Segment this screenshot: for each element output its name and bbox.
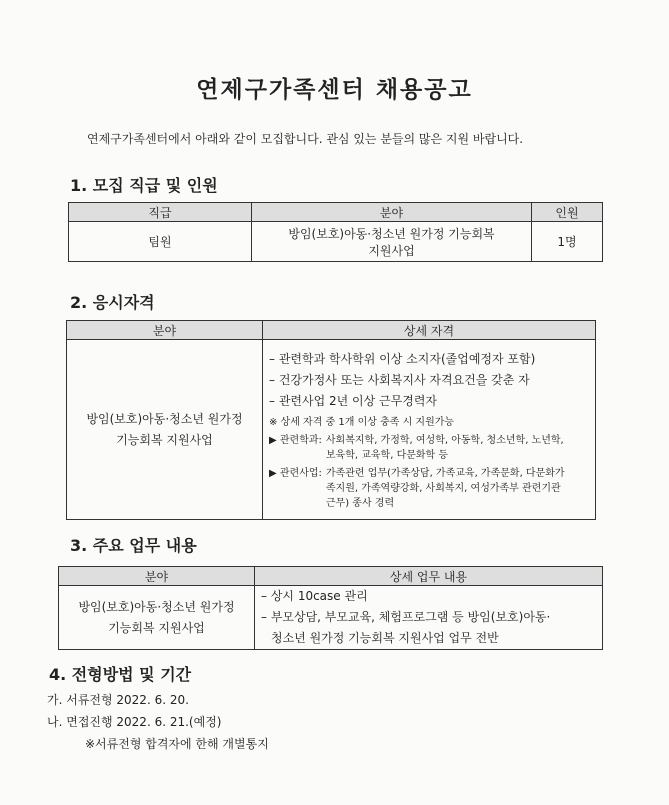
- header-detail: 상세 업무 내용: [255, 567, 603, 586]
- related-work-line-3: 근무) 종사 경력: [325, 497, 395, 509]
- qualification-item: – 관련사업 2년 이상 근무경력자: [269, 393, 437, 408]
- section-3-heading: 3. 주요 업무 내용: [70, 536, 197, 555]
- header-rank: 직급: [69, 203, 252, 222]
- related-work-line-1: 가족관련 업무(가족상담, 가족교육, 가족문화, 다문화가: [325, 467, 565, 479]
- related-work-label: ▶ 관련사업:: [269, 467, 322, 479]
- duty-table: [58, 566, 603, 650]
- field-line-1: 방임(보호)아동·청소년 원가정: [78, 599, 235, 614]
- cell-field: [252, 222, 532, 262]
- header-count: 인원: [532, 203, 603, 222]
- header-field: 분야: [67, 321, 263, 340]
- duty-item-1: – 상시 10case 관리: [261, 589, 368, 603]
- section-4-heading: 4. 전형방법 및 기간: [49, 665, 192, 684]
- related-dept: [269, 433, 589, 463]
- field-line-2: 기능회복 지원사업: [108, 620, 205, 635]
- cell-field: [67, 340, 263, 520]
- qualification-table: [66, 320, 596, 520]
- related-dept-line-2: 보육학, 교육학, 다문화학 등: [325, 449, 449, 461]
- header-detail: 상세 자격: [263, 321, 596, 340]
- page-title: 연제구가족센터 채용공고: [196, 77, 473, 103]
- section-2-heading: 2. 응시자격: [70, 293, 155, 312]
- cell-count: 1명: [532, 222, 603, 262]
- related-work-line-2: 족지원, 가족역량강화, 사회복지, 여성가족부 관련기관: [325, 482, 561, 494]
- related-dept-line-1: 사회복지학, 가정학, 여성학, 아동학, 청소년학, 노년학,: [325, 434, 564, 446]
- interview-line: 나. 면접진행 2022. 6. 21.(예정): [47, 715, 222, 729]
- intro-text: 연제구가족센터에서 아래와 같이 모집합니다. 관심 있는 분들의 많은 지원 바랍니다.: [87, 132, 524, 146]
- cell-field: [59, 586, 255, 650]
- related-dept-text: [326, 433, 564, 463]
- field-line-1: 방임(보호)아동·청소년 원가정: [86, 411, 243, 426]
- qualification-item: – 건강가정사 또는 사회복지사 자격요건을 갖춘 자: [269, 372, 530, 387]
- duty-item-2-line-1: – 부모상담, 부모교육, 체험프로그램 등 방임(보호)아동·: [261, 610, 551, 624]
- field-line-2: 기능회복 지원사업: [116, 432, 213, 447]
- section-1-heading: 1. 모집 직급 및 인원: [70, 176, 218, 195]
- related-dept-label: ▶ 관련학과:: [269, 434, 322, 446]
- qualification-note: ※ 상세 자격 중 1개 이상 충족 시 지원가능: [269, 416, 455, 428]
- screening-line: 가. 서류전형 2022. 6. 20.: [47, 693, 189, 707]
- header-field: 분야: [59, 567, 255, 586]
- related-work: [269, 466, 589, 511]
- field-line-1: 방임(보호)아동·청소년 원가정 기능회복: [288, 226, 495, 241]
- cell-rank: 팀원: [69, 222, 252, 262]
- recruit-table: [68, 202, 603, 262]
- cell-detail: [255, 586, 603, 650]
- field-line-2: 지원사업: [368, 243, 415, 258]
- related-work-text: [326, 466, 565, 511]
- header-field: 분야: [252, 203, 532, 222]
- notification-note: ※서류전형 합격자에 한해 개별통지: [85, 737, 269, 751]
- duty-item-2-line-2: 청소년 원가정 기능회복 지원사업 업무 전반: [271, 631, 499, 645]
- cell-detail: [263, 340, 596, 520]
- qualification-item: – 관련학과 학사학위 이상 소지자(졸업예정자 포함): [269, 351, 536, 366]
